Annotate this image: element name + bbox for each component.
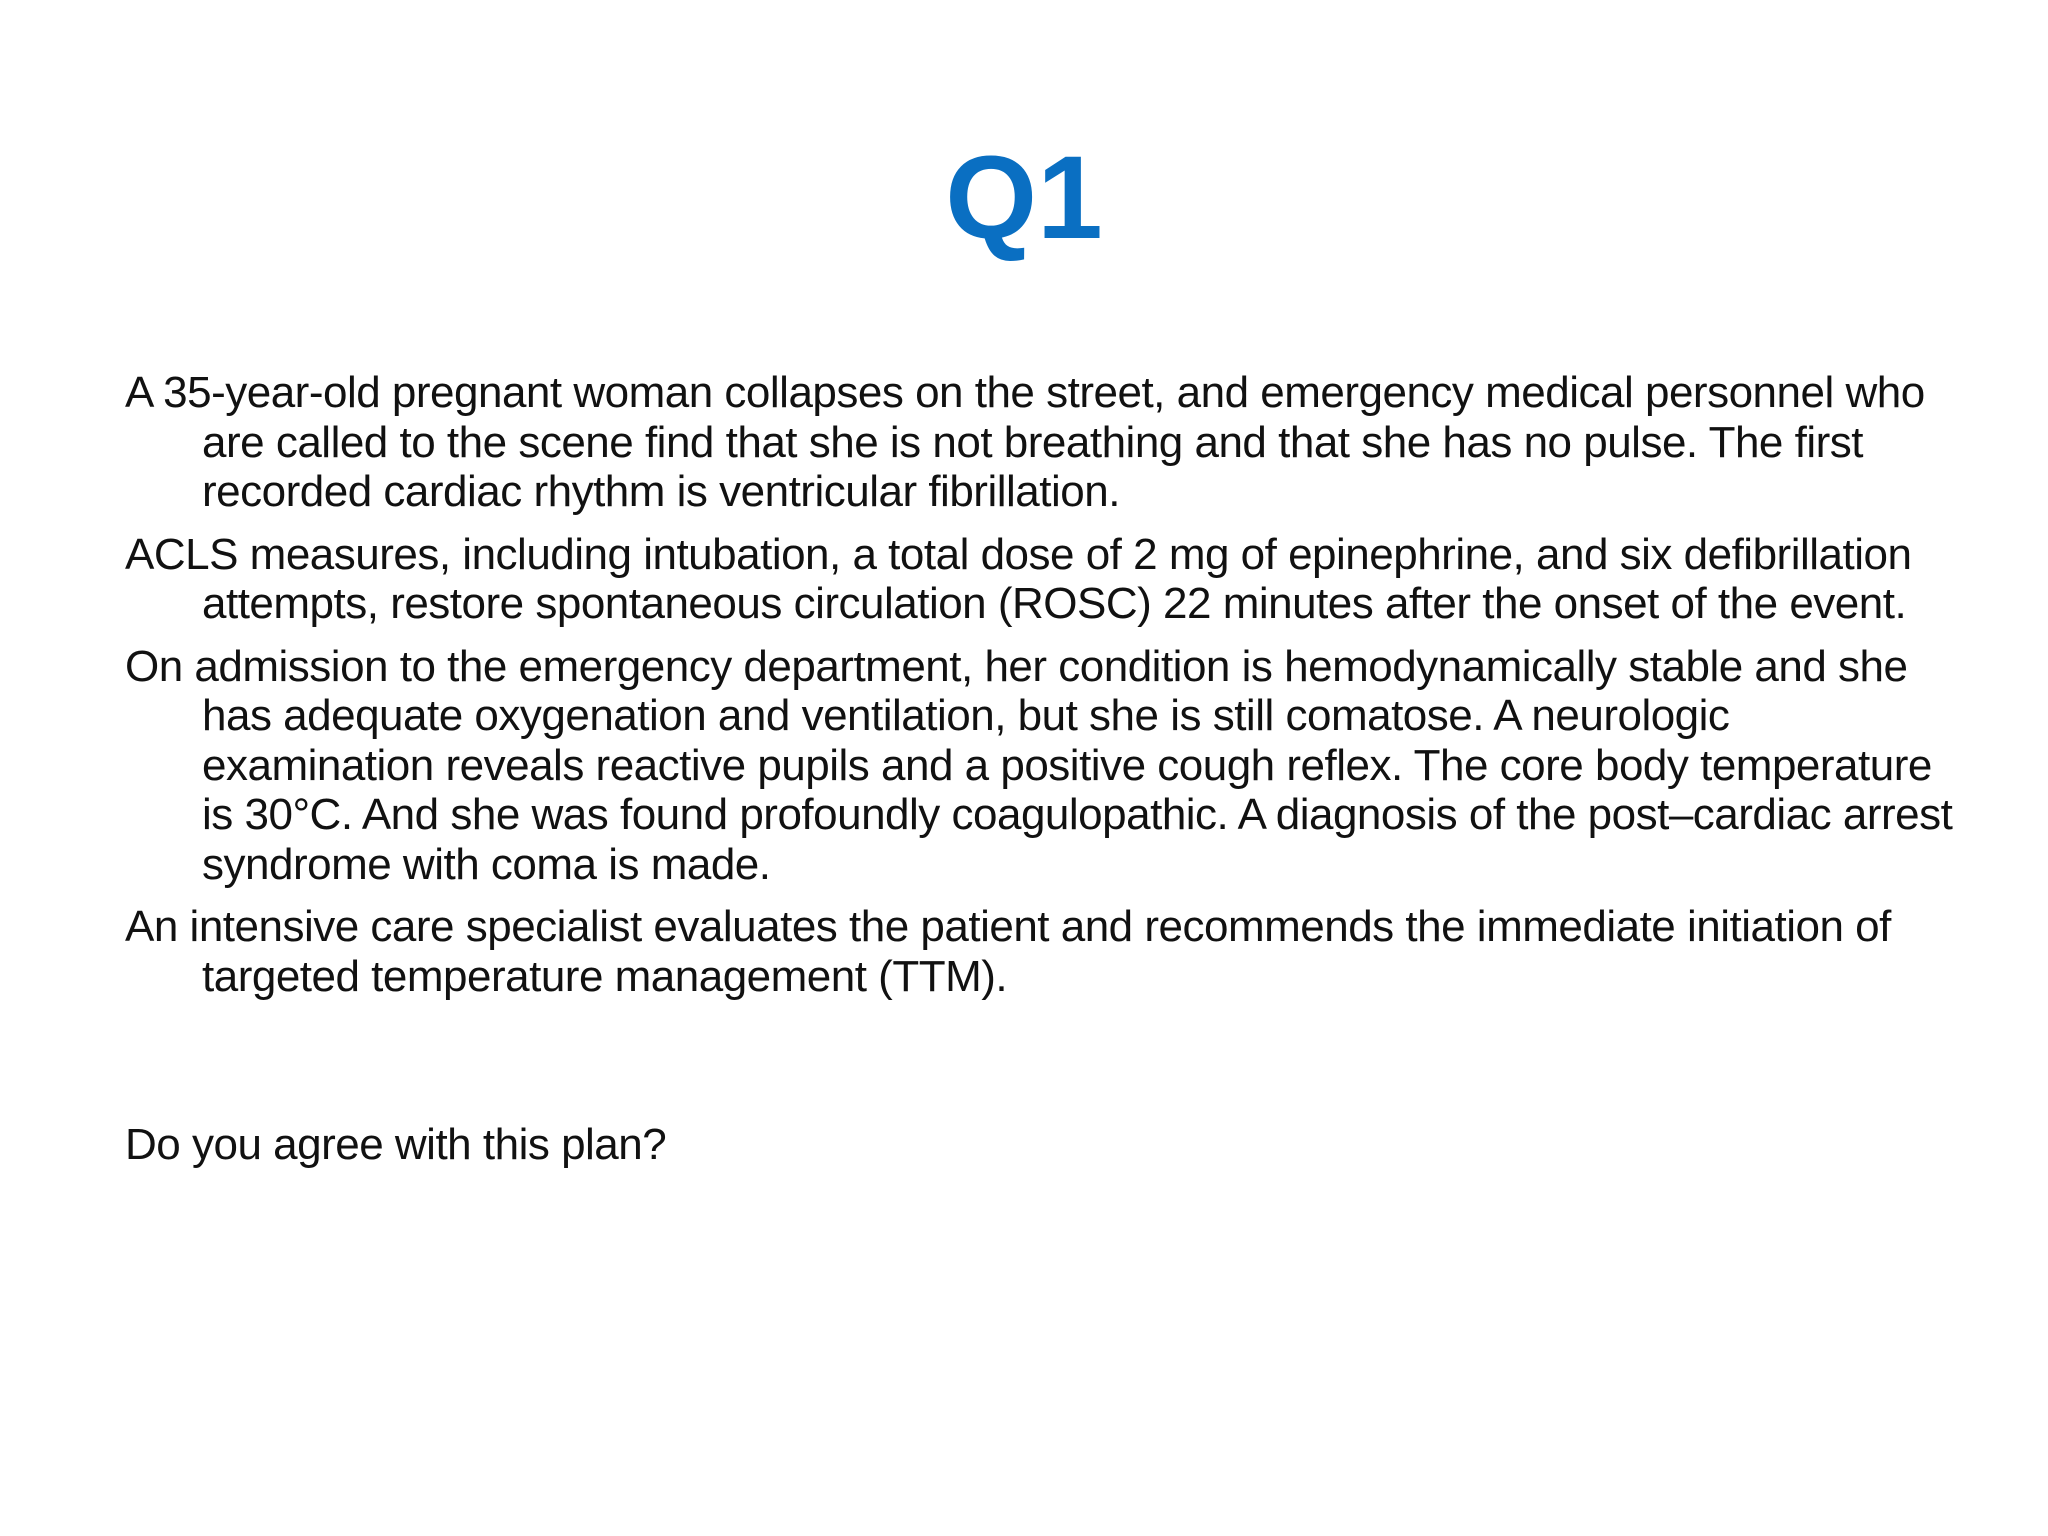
slide-title: Q1 [945,132,1103,264]
question-text: Do you agree with this plan? [125,1120,667,1169]
paragraph-resuscitation: ACLS measures, including intubation, a total dose of 2 mg of epinephrine, and six defibrillation attempts, restore spontaneous circulation (ROSC) 22 minutes after the onset of the event. [125,529,1912,628]
paragraph-recommendation: An intensive care specialist evaluates the patient and recommends the immediate initiation of targeted temperature management (TTM). [125,902,1891,1001]
paragraph-admission: On admission to the emergency department, her condition is hemodynamically stable and she has adequate oxygenation and ventilation, but she is still comatose. A neurologic examination reveals reactive pupils and a positive cough reflex. The core body temperature is 30°C. And she was found profoundly coagulopathic. A diagnosis of the post–cardiac arrest syndrome with coma is made. [125,641,1953,889]
paragraph-presentation: A 35-year-old pregnant woman collapses on the street, and emergency medical personnel who are called to the scene find that she is not breathing and that she has no pulse. The first recorded cardiac rhythm is ventricular fibrillation. [125,368,1925,516]
case-description [125,368,1955,1014]
